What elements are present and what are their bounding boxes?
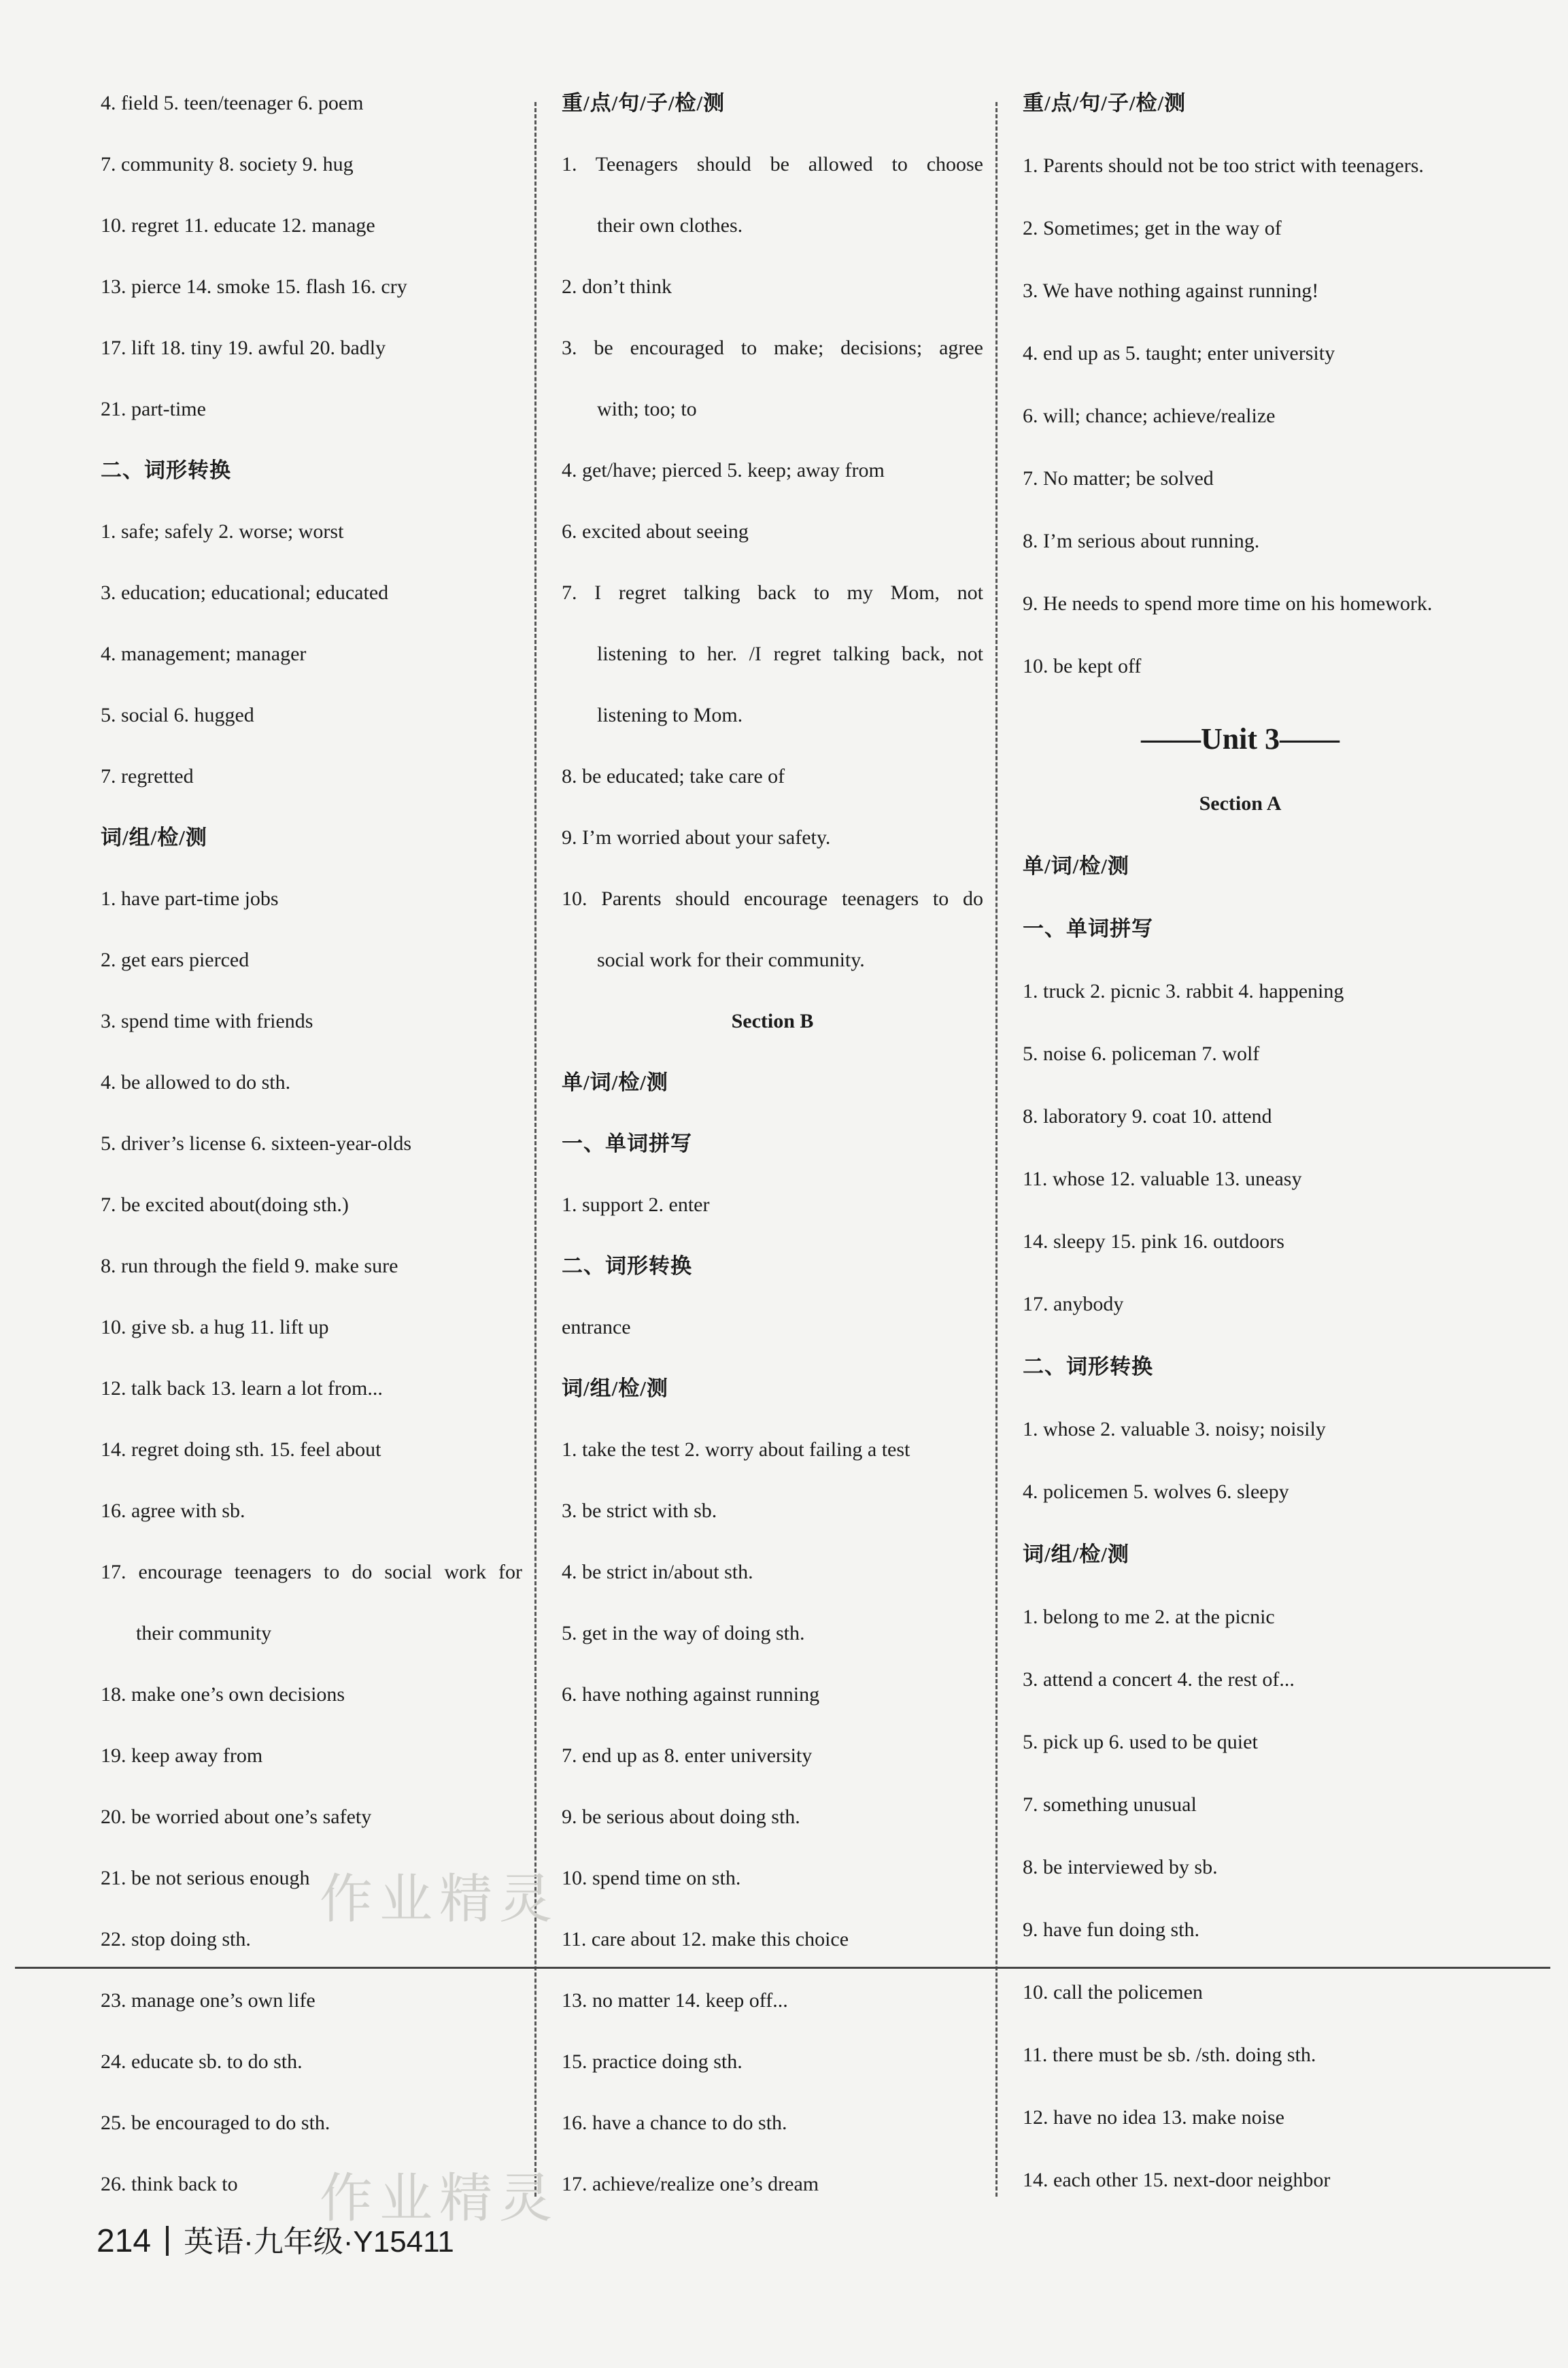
answer-line: 3. spend time with friends — [101, 1010, 313, 1032]
answer-line: 8. laboratory 9. coat 10. attend — [1023, 1105, 1272, 1128]
answer-line: 5. pick up 6. used to be quiet — [1023, 1731, 1258, 1753]
answer-line: their community — [136, 1622, 272, 1644]
answer-line: 17. lift 18. tiny 19. awful 20. badly — [101, 337, 386, 359]
answer-line: 8. run through the field 9. make sure — [101, 1255, 398, 1277]
section-heading: 词/组/检/测 — [101, 826, 207, 849]
watermark-stamp: 作业精灵 — [320, 1869, 560, 1930]
answer-line: 10. regret 11. educate 12. manage — [101, 214, 375, 237]
answer-line: 14. each other 15. next-door neighbor — [1023, 2169, 1331, 2191]
answer-line: 12. have no idea 13. make noise — [1023, 2106, 1284, 2129]
answer-line: 13. pierce 14. smoke 15. flash 16. cry — [101, 275, 407, 298]
column-divider-2 — [995, 102, 998, 2197]
section-heading: Section B — [731, 1010, 814, 1032]
answer-line: 9. He needs to spend more time on his homework. — [1023, 592, 1433, 615]
answer-line: 22. stop doing sth. — [101, 1928, 251, 1950]
section-heading: 二、词形转换 — [562, 1254, 692, 1278]
answer-line: 1. have part-time jobs — [101, 887, 279, 910]
answer-line: 10. give sb. a hug 11. lift up — [101, 1316, 329, 1338]
section-heading: 一、单词拼写 — [1023, 917, 1153, 941]
answer-line: 6. have nothing against running — [562, 1683, 820, 1706]
answer-line: 21. be not serious enough — [101, 1867, 310, 1889]
answer-line: 7. I regret talking back to my Mom, not — [562, 581, 983, 604]
answer-line: 16. agree with sb. — [101, 1500, 245, 1522]
answer-line: 3. education; educational; educated — [101, 581, 389, 604]
answer-line: 8. I’m serious about running. — [1023, 530, 1260, 552]
answer-line: 1. support 2. enter — [562, 1194, 710, 1216]
answer-line: 1. safe; safely 2. worse; worst — [101, 520, 344, 543]
answer-line: 8. be educated; take care of — [562, 765, 785, 788]
answer-line: 7. something unusual — [1023, 1793, 1197, 1816]
watermark-stamp: 作业精灵 — [320, 2168, 560, 2229]
answer-line: 6. will; chance; achieve/realize — [1023, 405, 1276, 427]
answer-line: 15. practice doing sth. — [562, 2050, 743, 2073]
section-heading: 一、单词拼写 — [562, 1132, 692, 1155]
answer-line: 11. whose 12. valuable 13. uneasy — [1023, 1168, 1302, 1190]
section-heading: 二、词形转换 — [101, 458, 231, 482]
answer-line: 5. get in the way of doing sth. — [562, 1622, 805, 1644]
answer-line: 21. part-time — [101, 398, 206, 420]
answer-line: 5. driver’s license 6. sixteen-year-olds — [101, 1132, 412, 1155]
answer-line: social work for their community. — [597, 949, 865, 971]
section-heading: Section A — [1199, 792, 1282, 815]
answer-line: 10. be kept off — [1023, 655, 1142, 677]
answer-line: 26. think back to — [101, 2173, 238, 2195]
answer-line: 24. educate sb. to do sth. — [101, 2050, 303, 2073]
answer-line: 4. be allowed to do sth. — [101, 1071, 291, 1094]
page-number: 214 — [97, 2223, 152, 2259]
answer-line: 4. management; manager — [101, 643, 307, 665]
answer-line: 1. Teenagers should be allowed to choose — [562, 153, 983, 175]
section-heading: 单/词/检/测 — [1023, 854, 1129, 878]
section-heading: 词/组/检/测 — [562, 1376, 668, 1400]
answer-line: 18. make one’s own decisions — [101, 1683, 345, 1706]
answer-line: 4. be strict in/about sth. — [562, 1561, 753, 1583]
answer-line: 10. call the policemen — [1023, 1981, 1203, 2003]
answer-line: with; too; to — [597, 398, 697, 420]
answer-line: 3. attend a concert 4. the rest of... — [1023, 1668, 1295, 1691]
answer-line: 7. No matter; be solved — [1023, 467, 1214, 490]
answer-line: 1. truck 2. picnic 3. rabbit 4. happening — [1023, 980, 1344, 1002]
answer-line: 13. no matter 14. keep off... — [562, 1989, 788, 2012]
answer-line: 9. I’m worried about your safety. — [562, 826, 831, 849]
answer-line: 2. Sometimes; get in the way of — [1023, 217, 1282, 239]
answer-line: 4. field 5. teen/teenager 6. poem — [101, 92, 364, 114]
answer-line: listening to her. /I regret talking back, not — [597, 643, 983, 665]
section-heading: 重/点/句/子/检/测 — [1023, 91, 1187, 115]
section-heading: 单/词/检/测 — [562, 1070, 668, 1094]
answer-line: 14. sleepy 15. pink 16. outdoors — [1023, 1230, 1284, 1253]
answer-line: 10. spend time on sth. — [562, 1867, 741, 1889]
answer-line: 12. talk back 13. learn a lot from... — [101, 1377, 383, 1400]
answer-line: 7. be excited about(doing sth.) — [101, 1194, 349, 1216]
footer-separator — [166, 2226, 169, 2256]
answer-line: 6. excited about seeing — [562, 520, 749, 543]
answer-line: 10. Parents should encourage teenagers to do — [562, 887, 983, 910]
answer-line: 17. achieve/realize one’s dream — [562, 2173, 819, 2195]
answer-line: 3. be strict with sb. — [562, 1500, 717, 1522]
answer-line: 2. don’t think — [562, 275, 672, 298]
answer-line: 14. regret doing sth. 15. feel about — [101, 1438, 381, 1461]
book-title: 英语·九年级·Y15411 — [184, 2225, 454, 2259]
answer-line: 19. keep away from — [101, 1744, 263, 1767]
answer-line: 9. have fun doing sth. — [1023, 1918, 1199, 1941]
answer-line: 11. there must be sb. /sth. doing sth. — [1023, 2044, 1316, 2066]
section-heading: 重/点/句/子/检/测 — [562, 91, 726, 115]
answer-line: 1. Parents should not be too strict with teenagers. — [1023, 154, 1424, 177]
section-heading: ——Unit 3—— — [1140, 722, 1340, 756]
answer-line: 4. get/have; pierced 5. keep; away from — [562, 459, 885, 481]
answer-line: 23. manage one’s own life — [101, 1989, 316, 2012]
answer-line: 4. end up as 5. taught; enter university — [1023, 342, 1335, 365]
answer-line: 17. encourage teenagers to do social work for — [101, 1561, 522, 1583]
answer-line: listening to Mom. — [597, 704, 743, 726]
answer-line: 7. community 8. society 9. hug — [101, 153, 354, 175]
answer-line: 7. end up as 8. enter university — [562, 1744, 813, 1767]
section-heading: 词/组/检/测 — [1023, 1542, 1129, 1566]
answer-line: 5. noise 6. policeman 7. wolf — [1023, 1043, 1260, 1065]
answer-line: 8. be interviewed by sb. — [1023, 1856, 1218, 1878]
answer-line: 20. be worried about one’s safety — [101, 1806, 372, 1828]
answer-line: entrance — [562, 1316, 631, 1338]
answer-line: 3. We have nothing against running! — [1023, 280, 1319, 302]
answer-line: 1. whose 2. valuable 3. noisy; noisily — [1023, 1418, 1326, 1440]
answer-line: 5. social 6. hugged — [101, 704, 254, 726]
answer-line: 2. get ears pierced — [101, 949, 250, 971]
answer-line: 1. belong to me 2. at the picnic — [1023, 1606, 1275, 1628]
section-heading: 二、词形转换 — [1023, 1355, 1153, 1378]
answer-line: 17. anybody — [1023, 1293, 1124, 1315]
answer-line: 1. take the test 2. worry about failing a test — [562, 1438, 910, 1461]
answer-line: their own clothes. — [597, 214, 743, 237]
section-divider-horizontal — [15, 1967, 1550, 1969]
page-footer — [97, 2217, 454, 2261]
answer-line: 7. regretted — [101, 765, 194, 788]
answer-line: 11. care about 12. make this choice — [562, 1928, 849, 1950]
answer-line: 16. have a chance to do sth. — [562, 2112, 787, 2134]
answer-line: 3. be encouraged to make; decisions; agree — [562, 337, 983, 359]
answer-line: 9. be serious about doing sth. — [562, 1806, 800, 1828]
answer-line: 4. policemen 5. wolves 6. sleepy — [1023, 1481, 1289, 1503]
answer-line: 25. be encouraged to do sth. — [101, 2112, 330, 2134]
